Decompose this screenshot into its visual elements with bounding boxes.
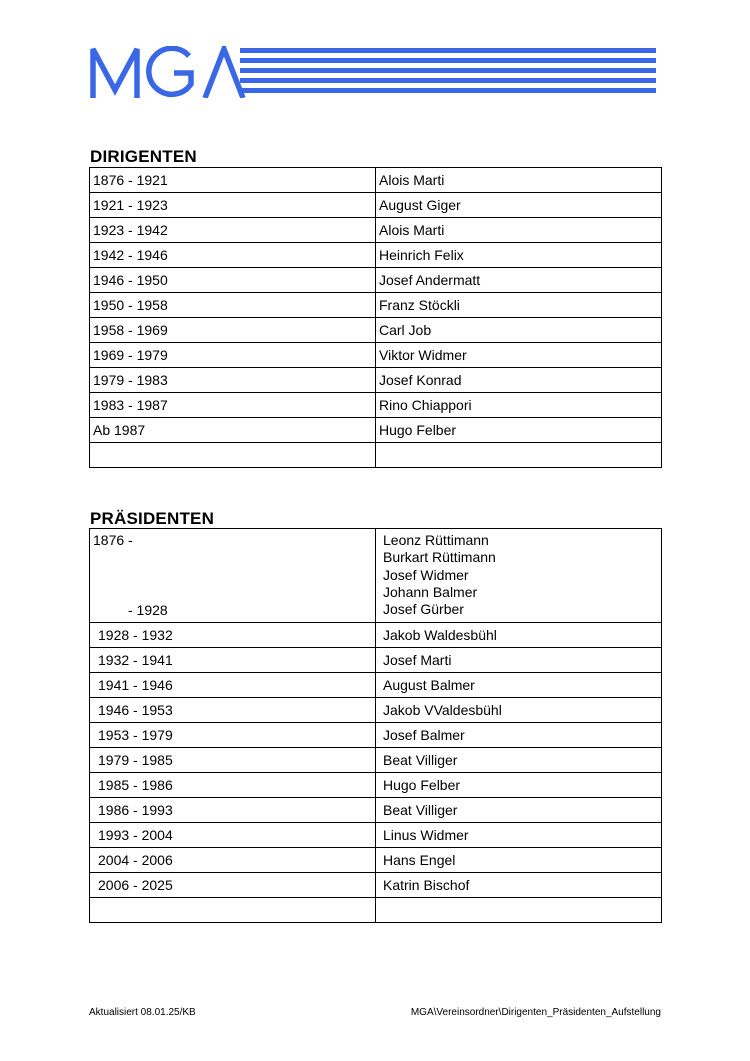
period-cell: 1932 - 1941 xyxy=(90,648,376,673)
president-name: Josef Gürber xyxy=(383,601,464,618)
table-row xyxy=(90,748,662,773)
name-cell: Jakob Waldesbühl xyxy=(376,623,662,648)
president-name: Burkart Rüttimann xyxy=(383,549,496,566)
name-cell: Hans Engel xyxy=(376,848,662,873)
table-row xyxy=(90,193,662,218)
table-row xyxy=(90,673,662,698)
period-cell: 1941 - 1946 xyxy=(90,673,376,698)
period-cell: 1946 - 1953 xyxy=(90,698,376,723)
name-cell: Rino Chiappori xyxy=(376,393,662,418)
name-cell: Linus Widmer xyxy=(376,823,662,848)
table-row xyxy=(90,343,662,368)
name-cell xyxy=(376,529,662,623)
name-cell: Beat Villiger xyxy=(376,798,662,823)
name-cell: Hugo Felber xyxy=(376,773,662,798)
period-end: - 1928 xyxy=(128,602,168,618)
name-cell: Alois Marti xyxy=(376,218,662,243)
name-cell: Josef Balmer xyxy=(376,723,662,748)
period-start: 1876 - xyxy=(93,532,133,548)
table-row xyxy=(90,798,662,823)
name-cell: Katrin Bischof xyxy=(376,873,662,898)
table-row xyxy=(90,168,662,193)
president-name: Johann Balmer xyxy=(383,583,478,600)
period-cell: 2004 - 2006 xyxy=(90,848,376,873)
name-cell: Hugo Felber xyxy=(376,418,662,443)
period-cell: 1921 - 1923 xyxy=(90,193,376,218)
name-cell: Josef Andermatt xyxy=(376,268,662,293)
period-cell: 1958 - 1969 xyxy=(90,318,376,343)
name-cell xyxy=(376,443,662,468)
name-cell: Franz Stöckli xyxy=(376,293,662,318)
table-row xyxy=(90,393,662,418)
footer-updated: Aktualisiert 08.01.25/KB xyxy=(89,1007,196,1018)
period-cell: 1953 - 1979 xyxy=(90,723,376,748)
table-row xyxy=(90,268,662,293)
period-cell: 1979 - 1983 xyxy=(90,368,376,393)
period-cell: 1993 - 2004 xyxy=(90,823,376,848)
name-cell: Josef Marti xyxy=(376,648,662,673)
mga-logo xyxy=(90,46,656,98)
name-cell xyxy=(376,898,662,923)
president-name: Josef Widmer xyxy=(383,566,469,583)
table-row xyxy=(90,318,662,343)
footer-path: MGA\Vereinsordner\Dirigenten_Präsidenten_Aufstellung xyxy=(410,1007,661,1018)
table-row xyxy=(90,293,662,318)
period-cell: 1950 - 1958 xyxy=(90,293,376,318)
table-row xyxy=(90,773,662,798)
name-cell: Josef Konrad xyxy=(376,368,662,393)
name-cell: August Giger xyxy=(376,193,662,218)
praesidenten-title: PRÄSIDENTEN xyxy=(90,509,215,528)
name-cell: August Balmer xyxy=(376,673,662,698)
period-cell: 1985 - 1986 xyxy=(90,773,376,798)
name-cell: Beat Villiger xyxy=(376,748,662,773)
period-cell: 1928 - 1932 xyxy=(90,623,376,648)
period-cell: 1942 - 1946 xyxy=(90,243,376,268)
period-cell xyxy=(90,898,376,923)
table-row xyxy=(90,529,662,623)
period-cell: 1876 - 1921 xyxy=(90,168,376,193)
period-cell xyxy=(90,443,376,468)
name-cell: Heinrich Felix xyxy=(376,243,662,268)
period-cell: 1946 - 1950 xyxy=(90,268,376,293)
period-cell: 1979 - 1985 xyxy=(90,748,376,773)
table-row xyxy=(90,898,662,923)
table-row xyxy=(90,648,662,673)
dirigenten-title: DIRIGENTEN xyxy=(90,147,197,166)
president-name: Leonz Rüttimann xyxy=(383,532,489,548)
period-cell: 1986 - 1993 xyxy=(90,798,376,823)
table-row xyxy=(90,698,662,723)
table-row xyxy=(90,848,662,873)
name-cell: Viktor Widmer xyxy=(376,343,662,368)
period-cell: 1983 - 1987 xyxy=(90,393,376,418)
table-row xyxy=(90,218,662,243)
table-row xyxy=(90,368,662,393)
table-row xyxy=(90,243,662,268)
name-cell: Carl Job xyxy=(376,318,662,343)
period-cell: 1923 - 1942 xyxy=(90,218,376,243)
period-cell xyxy=(90,529,376,623)
table-row xyxy=(90,873,662,898)
period-cell: 2006 - 2025 xyxy=(90,873,376,898)
table-row xyxy=(90,443,662,468)
period-cell: 1969 - 1979 xyxy=(90,343,376,368)
table-row xyxy=(90,418,662,443)
period-cell: Ab 1987 xyxy=(90,418,376,443)
dirigenten-table xyxy=(89,167,662,468)
table-row xyxy=(90,823,662,848)
name-cell: Alois Marti xyxy=(376,168,662,193)
praesidenten-table xyxy=(89,528,662,923)
table-row xyxy=(90,623,662,648)
name-cell: Jakob VValdesbühl xyxy=(376,698,662,723)
table-row xyxy=(90,723,662,748)
